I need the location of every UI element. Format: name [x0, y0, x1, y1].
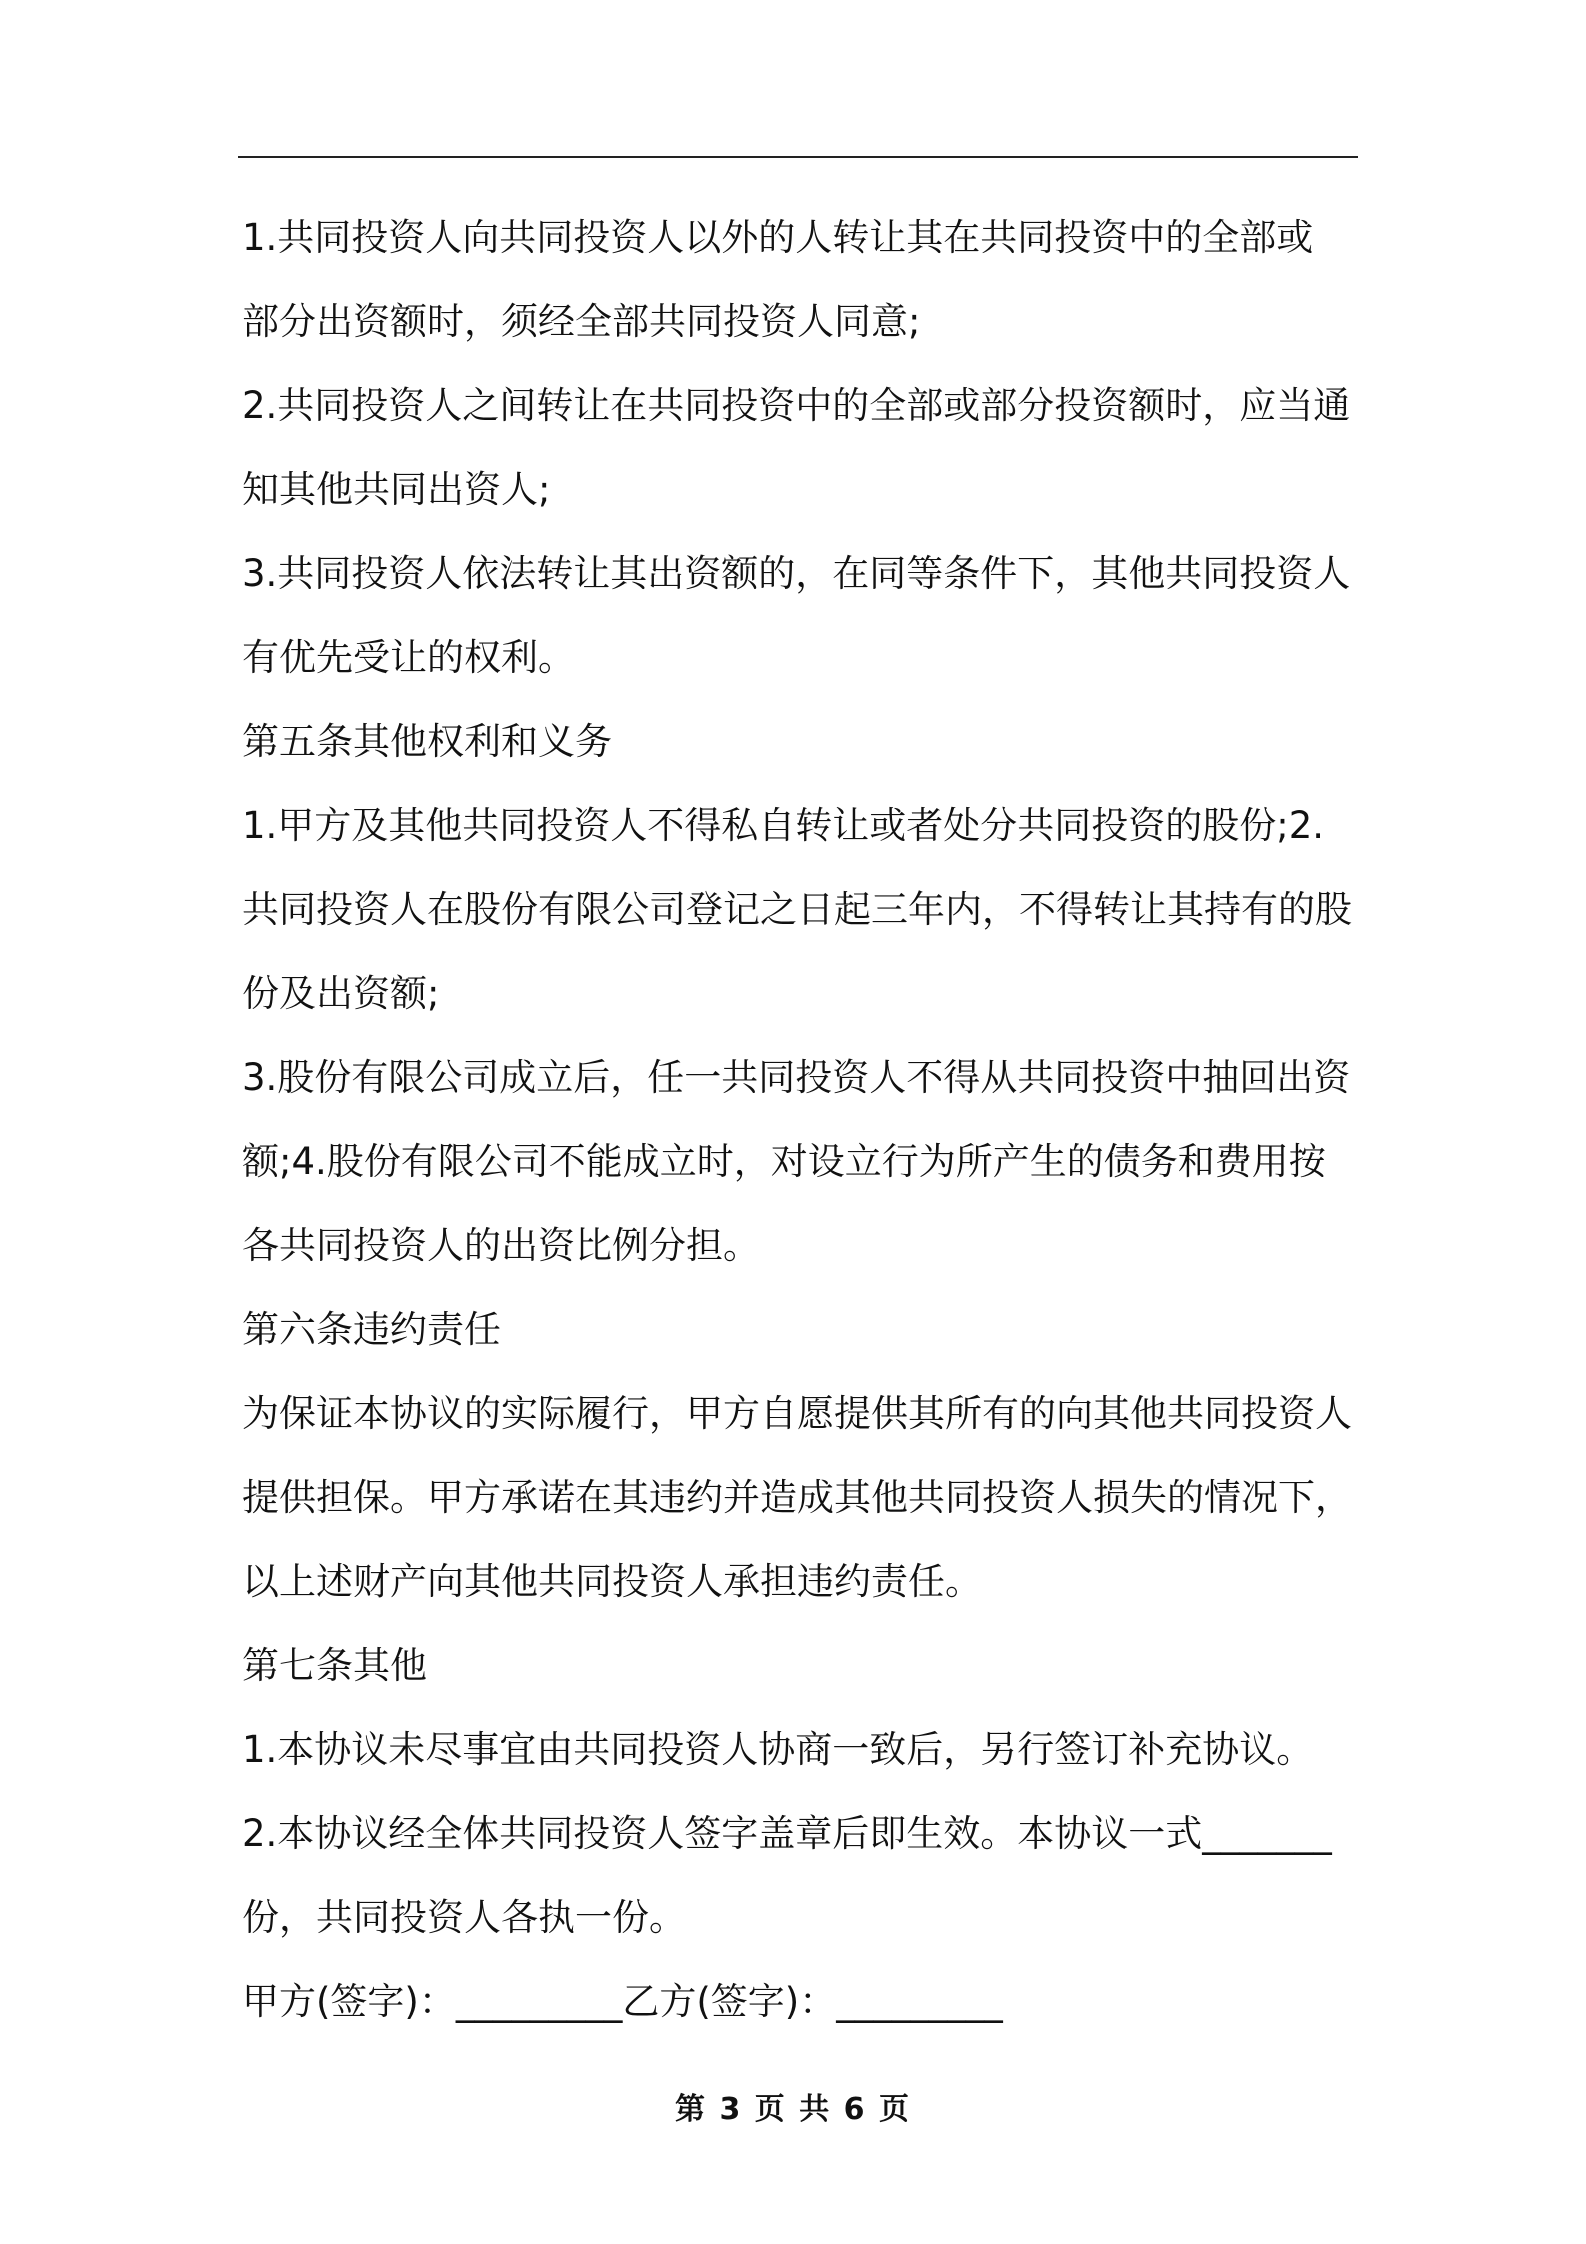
body-line: 份，共同投资人各执一份。	[242, 1896, 686, 1939]
body-line: 各共同投资人的出资比例分担。	[242, 1224, 760, 1267]
body-line: 为保证本协议的实际履行，甲方自愿提供其所有的向其他共同投资人	[242, 1392, 1352, 1435]
body-line: 1.共同投资人向共同投资人以外的人转让其在共同投资中的全部或	[242, 216, 1314, 259]
body-line: 份及出资额;	[242, 972, 440, 1015]
section-heading-article-6: 第六条违约责任	[242, 1308, 501, 1351]
body-line: 1.甲方及其他共同投资人不得私自转让或者处分共同投资的股份;2.	[242, 804, 1325, 847]
body-line: 1.本协议未尽事宜由共同投资人协商一致后，另行签订补充协议。	[242, 1728, 1314, 1771]
body-line: 共同投资人在股份有限公司登记之日起三年内，不得转让其持有的股	[242, 888, 1352, 931]
signature-line: 甲方(签字)：_________乙方(签字)：_________	[242, 1980, 1003, 2023]
section-heading-article-5: 第五条其他权利和义务	[242, 720, 612, 763]
body-line: 3.股份有限公司成立后，任一共同投资人不得从共同投资中抽回出资	[242, 1056, 1351, 1099]
body-line: 部分出资额时，须经全部共同投资人同意;	[242, 300, 921, 343]
body-line: 2.本协议经全体共同投资人签字盖章后即生效。本协议一式_______	[242, 1812, 1332, 1855]
body-line: 2.共同投资人之间转让在共同投资中的全部或部分投资额时，应当通	[242, 384, 1351, 427]
body-line: 知其他共同出资人;	[242, 468, 551, 511]
body-line: 有优先受让的权利。	[242, 636, 575, 679]
page-number-footer: 第 3 页 共 6 页	[675, 2092, 911, 2127]
body-line: 额;4.股份有限公司不能成立时，对设立行为所产生的债务和费用按	[242, 1140, 1326, 1183]
document-body	[242, 196, 1362, 1960]
section-heading-article-7: 第七条其他	[242, 1644, 427, 1687]
body-line: 以上述财产向其他共同投资人承担违约责任。	[242, 1560, 982, 1603]
header-rule	[238, 156, 1358, 158]
body-line: 3.共同投资人依法转让其出资额的，在同等条件下，其他共同投资人	[242, 552, 1351, 595]
body-line: 提供担保。甲方承诺在其违约并造成其他共同投资人损失的情况下，	[242, 1476, 1352, 1519]
